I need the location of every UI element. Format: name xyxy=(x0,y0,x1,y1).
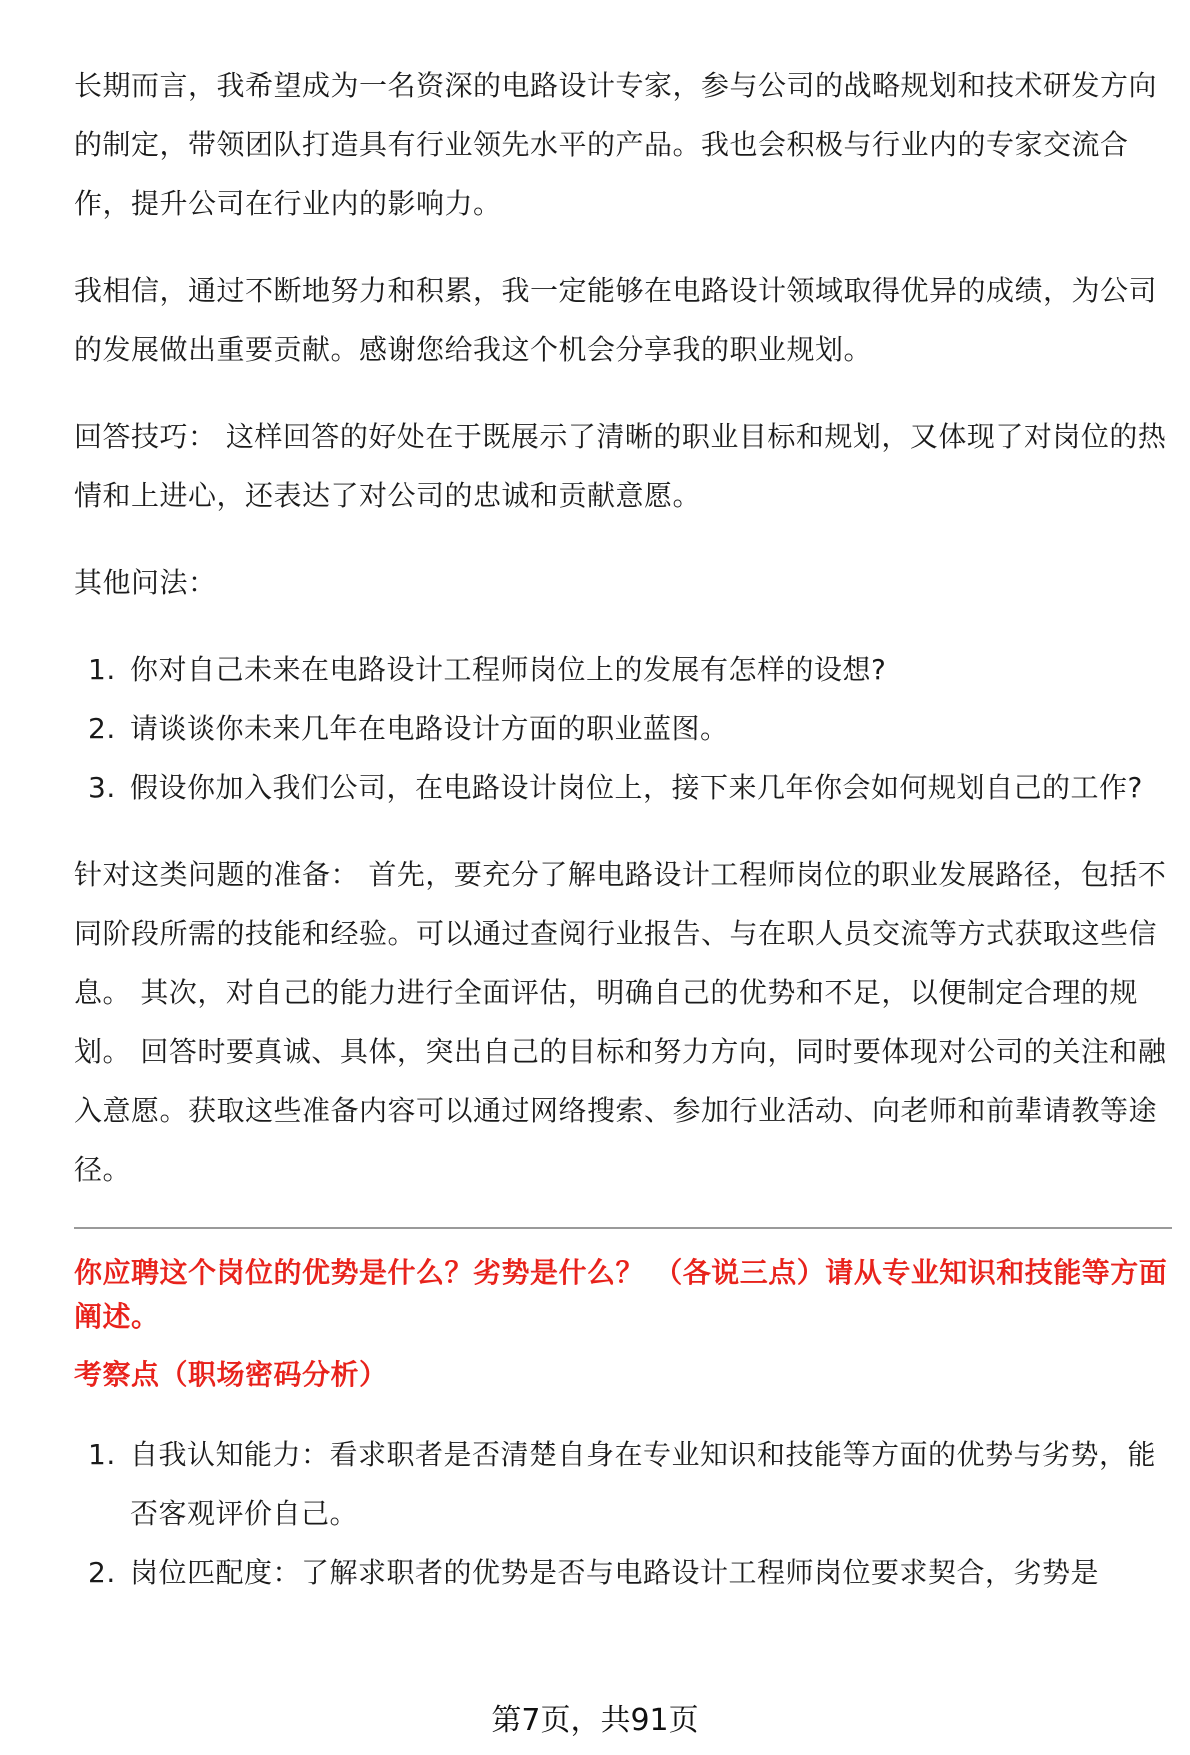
paragraph-preparation: 针对这类问题的准备： 首先，要充分了解电路设计工程师岗位的职业发展路径，包括不同阶段所需的技能和经验。可以通过查阅行业报告、与在职人员交流等方式获取这些信息。 其次，对自己的能力进行全面评估，明确自己的优势和不足，以便制定合理的规划。 回答时要真诚、具体，突出自己的目标和努力方向，同时要体现对公司的关注和融入意愿。获取这些准备内容可以通过网络搜索、参加行业活动、向老师和前辈请教等途径。 xyxy=(74,858,1167,1186)
list-text: 你对自己未来在电路设计工程师岗位上的发展有怎样的设想? xyxy=(130,653,887,686)
question-heading: 你应聘这个岗位的优势是什么？劣势是什么？ （各说三点）请从专业知识和技能等方面阐述。 xyxy=(74,1256,1168,1333)
list-number: 2. xyxy=(88,1556,116,1589)
paragraph-answer-tips: 回答技巧： 这样回答的好处在于既展示了清晰的职业目标和规划，又体现了对岗位的热情和上进心，还表达了对公司的忠诚和贡献意愿。 xyxy=(74,420,1167,512)
list-text: 自我认知能力：看求职者是否清楚自身在专业知识和技能等方面的优势与劣势，能否客观评价自己。 xyxy=(130,1438,1157,1530)
page-footer: 第7页，共91页 xyxy=(491,1703,699,1738)
paragraph-belief: 我相信，通过不断地努力和积累，我一定能够在电路设计领域取得优异的成绩，为公司的发展做出重要贡献。感谢您给我这个机会分享我的职业规划。 xyxy=(74,274,1158,366)
list-number: 1. xyxy=(88,1438,116,1471)
list-item xyxy=(74,758,1172,817)
page-content xyxy=(74,56,1172,1630)
paragraph-other-questions-label: 其他问法： xyxy=(74,566,217,599)
list-number: 3. xyxy=(88,771,116,804)
list-item xyxy=(74,699,1172,758)
list-item xyxy=(74,1425,1172,1543)
section-divider xyxy=(74,1227,1172,1229)
paragraph-long-term: 长期而言，我希望成为一名资深的电路设计专家，参与公司的战略规划和技术研发方向的制定，带领团队打造具有行业领先水平的产品。我也会积极与行业内的专家交流合作，提升公司在行业内的影响力。 xyxy=(74,69,1158,220)
list-text: 请谈谈你未来几年在电路设计方面的职业蓝图。 xyxy=(130,712,729,745)
list-item xyxy=(74,640,1172,699)
assessment-subheading: 考察点（职场密码分析） xyxy=(74,1358,388,1391)
list-number: 2. xyxy=(88,712,116,745)
other-questions-list xyxy=(74,640,1172,817)
list-item xyxy=(74,1543,1172,1602)
list-text: 岗位匹配度：了解求职者的优势是否与电路设计工程师岗位要求契合，劣势是 xyxy=(130,1556,1100,1589)
list-number: 1. xyxy=(88,653,116,686)
list-text: 假设你加入我们公司，在电路设计岗位上，接下来几年你会如何规划自己的工作? xyxy=(130,771,1143,804)
assessment-points-list xyxy=(74,1425,1172,1602)
